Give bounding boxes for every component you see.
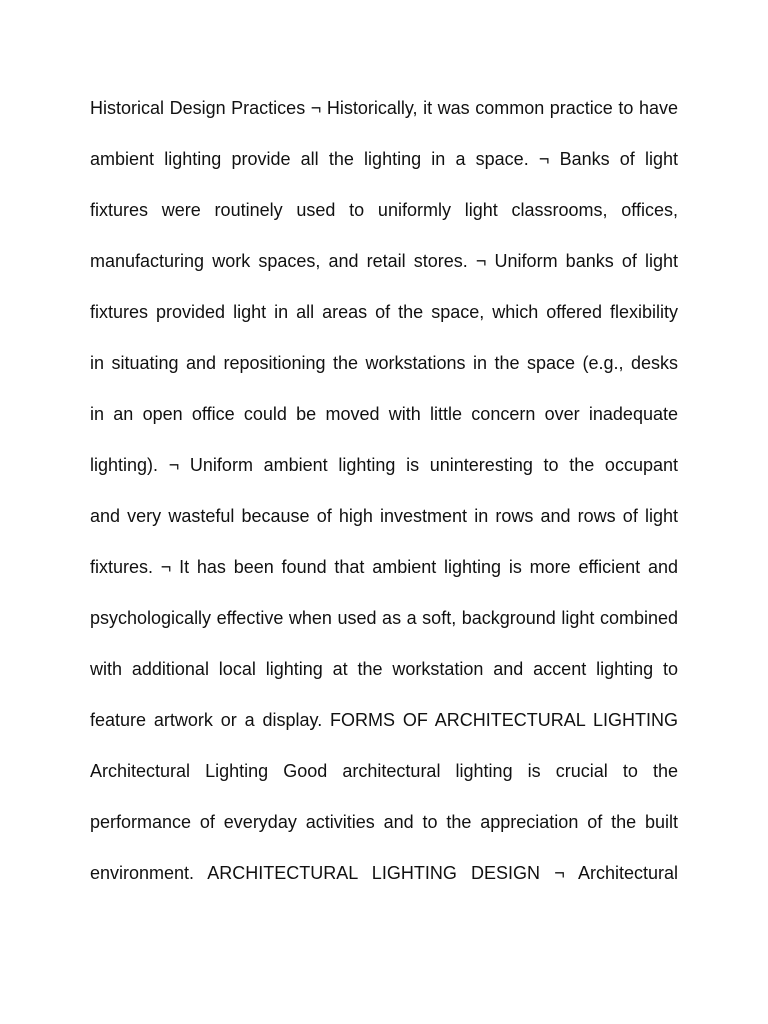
body-text — [90, 88, 678, 904]
text-line: fixtures were routinely used to uniformly light classrooms, offices, — [90, 200, 678, 220]
text-line: with additional local lighting at the workstation and accent lighting to — [90, 659, 678, 679]
text-line: in situating and repositioning the workstations in the space (e.g., desks — [90, 353, 678, 373]
text-line: and very wasteful because of high investment in rows and rows of light — [90, 506, 678, 526]
text-line: feature artwork or a display. FORMS OF ARCHITECTURAL LIGHTING — [90, 710, 678, 730]
text-line: lighting). ¬ Uniform ambient lighting is uninteresting to the occupant — [90, 455, 678, 475]
text-line: Architectural Lighting Good architectural lighting is crucial to the — [90, 761, 678, 781]
text-line: fixtures provided light in all areas of the space, which offered flexibility — [90, 302, 678, 322]
text-line: Historical Design Practices ¬ Historically, it was common practice to have — [90, 98, 678, 118]
text-line: fixtures. ¬ It has been found that ambient lighting is more efficient and — [90, 557, 678, 577]
text-line: manufacturing work spaces, and retail stores. ¬ Uniform banks of light — [90, 251, 678, 271]
text-line: environment. ARCHITECTURAL LIGHTING DESIGN ¬ Architectural — [90, 863, 678, 883]
text-line: psychologically effective when used as a soft, background light combined — [90, 608, 678, 628]
text-line: ambient lighting provide all the lighting in a space. ¬ Banks of light — [90, 149, 678, 169]
text-line: in an open office could be moved with little concern over inadequate — [90, 404, 678, 424]
text-line: performance of everyday activities and to the appreciation of the built — [90, 812, 678, 832]
